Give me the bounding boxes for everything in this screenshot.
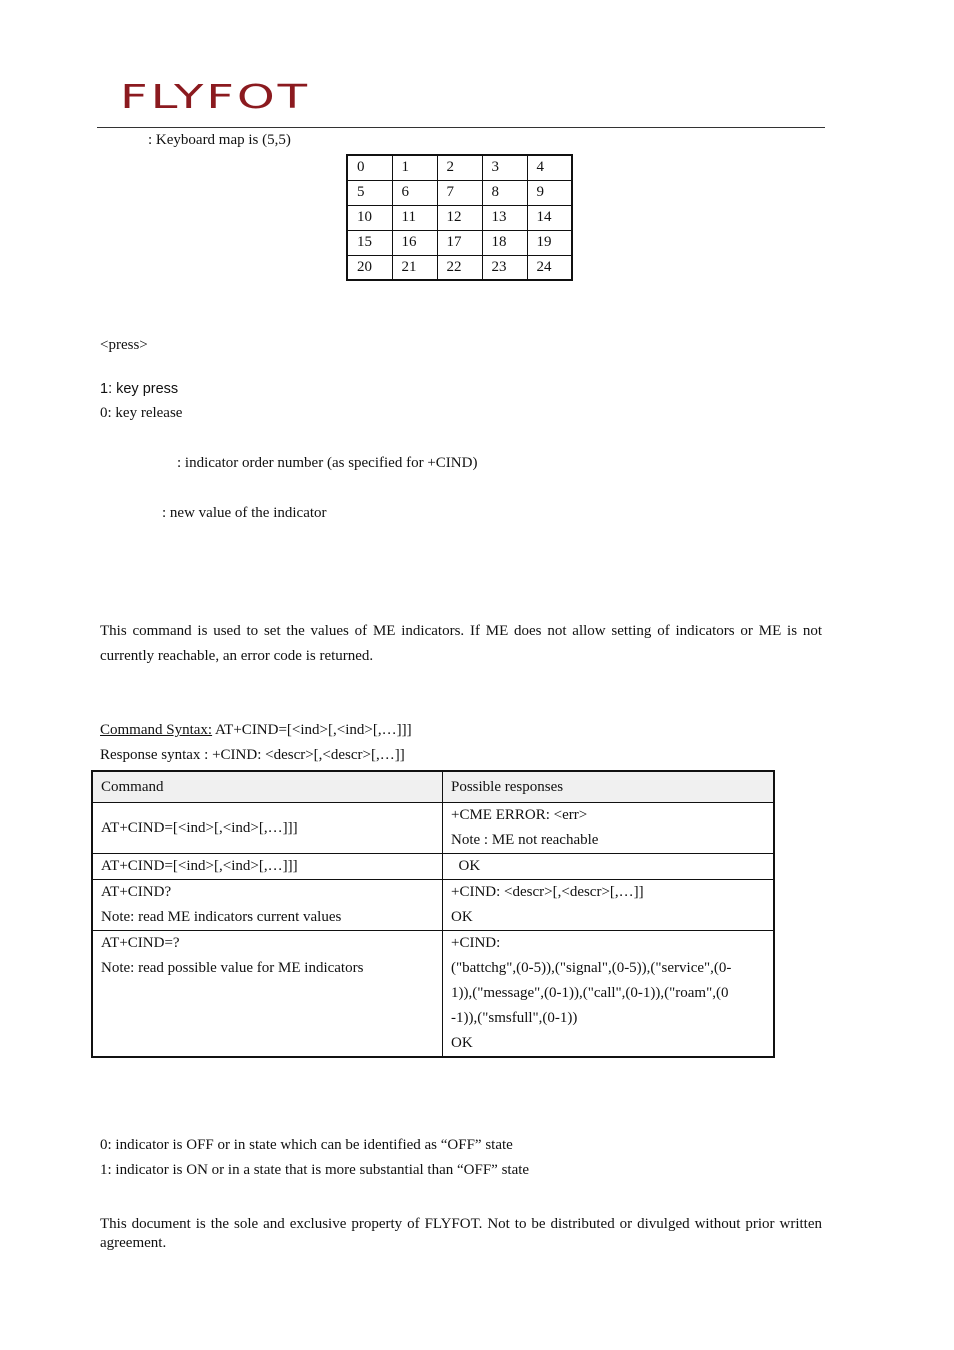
command-syntax-value: AT+CIND=[<ind>[,<ind>[,…]]]	[212, 722, 412, 738]
table-row	[92, 880, 774, 931]
table-row	[347, 230, 572, 255]
column-header-responses: Possible responses	[443, 771, 775, 803]
command-text: AT+CIND=[<ind>[,<ind>[,…]]]	[101, 858, 298, 874]
confidentiality-footer: This document is the sole and exclusive property of FLYFOT. Not to be distributed or divulged without prior written agreement.	[100, 1216, 822, 1251]
responses-cell	[443, 854, 775, 880]
command-text: AT+CIND?	[101, 884, 172, 900]
keyboard-caption: : Keyboard map is (5,5)	[148, 132, 291, 148]
column-header-command: Command	[92, 771, 443, 803]
table-row	[92, 931, 774, 1058]
response-text: -1)),("smsfull",(0-1))	[451, 1010, 578, 1026]
kb-cell: 11	[392, 205, 437, 230]
response-text: OK	[451, 1035, 473, 1051]
kb-cell: 22	[437, 255, 482, 280]
kb-cell: 4	[527, 155, 572, 180]
kb-cell: 8	[482, 180, 527, 205]
command-text: AT+CIND=[<ind>[,<ind>[,…]]]	[101, 819, 298, 836]
table-row	[347, 205, 572, 230]
response-text: OK	[451, 858, 481, 874]
indicator-value-1: 1: indicator is ON or in a state that is more substantial than “OFF” state	[100, 1162, 530, 1178]
kb-cell: 14	[527, 205, 572, 230]
kb-cell: 10	[347, 205, 392, 230]
table-row	[92, 803, 774, 854]
response-text: +CIND:	[451, 935, 501, 951]
responses-cell	[443, 880, 775, 931]
header-divider	[97, 127, 825, 128]
svg-text:FLYFOT: FLYFOT	[120, 82, 310, 112]
command-table	[91, 770, 775, 1058]
kb-cell: 1	[392, 155, 437, 180]
kb-cell: 9	[527, 180, 572, 205]
press-option-0: 0: key release	[100, 405, 183, 421]
kb-cell: 6	[392, 180, 437, 205]
value-description: : new value of the indicator	[162, 505, 327, 521]
command-description: This command is used to set the values of ME indicators. If ME does not allow setting of indicators or ME is not currently reachable, an error code is returned.	[100, 623, 822, 664]
kb-cell: 13	[482, 205, 527, 230]
kb-cell: 7	[437, 180, 482, 205]
kb-cell: 5	[347, 180, 392, 205]
kb-cell: 3	[482, 155, 527, 180]
table-row	[92, 854, 774, 880]
press-label: <press>	[100, 337, 148, 353]
response-syntax: Response syntax : +CIND: <descr>[,<descr>[,…]]	[100, 747, 405, 763]
response-text: +CME ERROR: <err>	[451, 807, 588, 823]
kb-cell: 19	[527, 230, 572, 255]
response-text: Note : ME not reachable	[451, 832, 599, 848]
kb-cell: 12	[437, 205, 482, 230]
kb-cell: 20	[347, 255, 392, 280]
command-cell	[92, 931, 443, 1058]
command-cell	[92, 854, 443, 880]
response-text: 1)),("message",(0-1)),("call",(0-1)),("roam",(0	[451, 985, 729, 1001]
ind-description: : indicator order number (as specified for +CIND)	[177, 455, 478, 471]
command-cell	[92, 880, 443, 931]
command-cell	[92, 803, 443, 854]
table-header-row	[92, 771, 774, 803]
command-text: AT+CIND=?	[101, 935, 180, 951]
flyfot-logo	[120, 82, 312, 117]
kb-cell: 18	[482, 230, 527, 255]
command-syntax	[100, 722, 412, 739]
kb-cell: 15	[347, 230, 392, 255]
responses-cell	[443, 803, 775, 854]
kb-cell: 23	[482, 255, 527, 280]
keyboard-map-table	[346, 154, 573, 281]
command-note: Note: read ME indicators current values	[101, 909, 342, 925]
command-syntax-label: Command Syntax:	[100, 722, 213, 738]
response-text: ("battchg",(0-5)),("signal",(0-5)),("service",(0-	[451, 960, 732, 976]
table-row	[347, 180, 572, 205]
indicator-value-0: 0: indicator is OFF or in state which can be identified as “OFF” state	[100, 1137, 513, 1153]
responses-cell	[443, 931, 775, 1058]
press-option-1: 1: key press	[100, 381, 179, 397]
command-note: Note: read possible value for ME indicators	[101, 960, 364, 976]
kb-cell: 24	[527, 255, 572, 280]
table-row	[347, 155, 572, 180]
kb-cell: 2	[437, 155, 482, 180]
kb-cell: 16	[392, 230, 437, 255]
response-text: +CIND: <descr>[,<descr>[,…]]	[451, 884, 644, 900]
logo-wordmark	[120, 82, 312, 112]
kb-cell: 21	[392, 255, 437, 280]
table-row	[347, 255, 572, 280]
kb-cell: 17	[437, 230, 482, 255]
response-text: OK	[451, 909, 473, 925]
kb-cell: 0	[347, 155, 392, 180]
